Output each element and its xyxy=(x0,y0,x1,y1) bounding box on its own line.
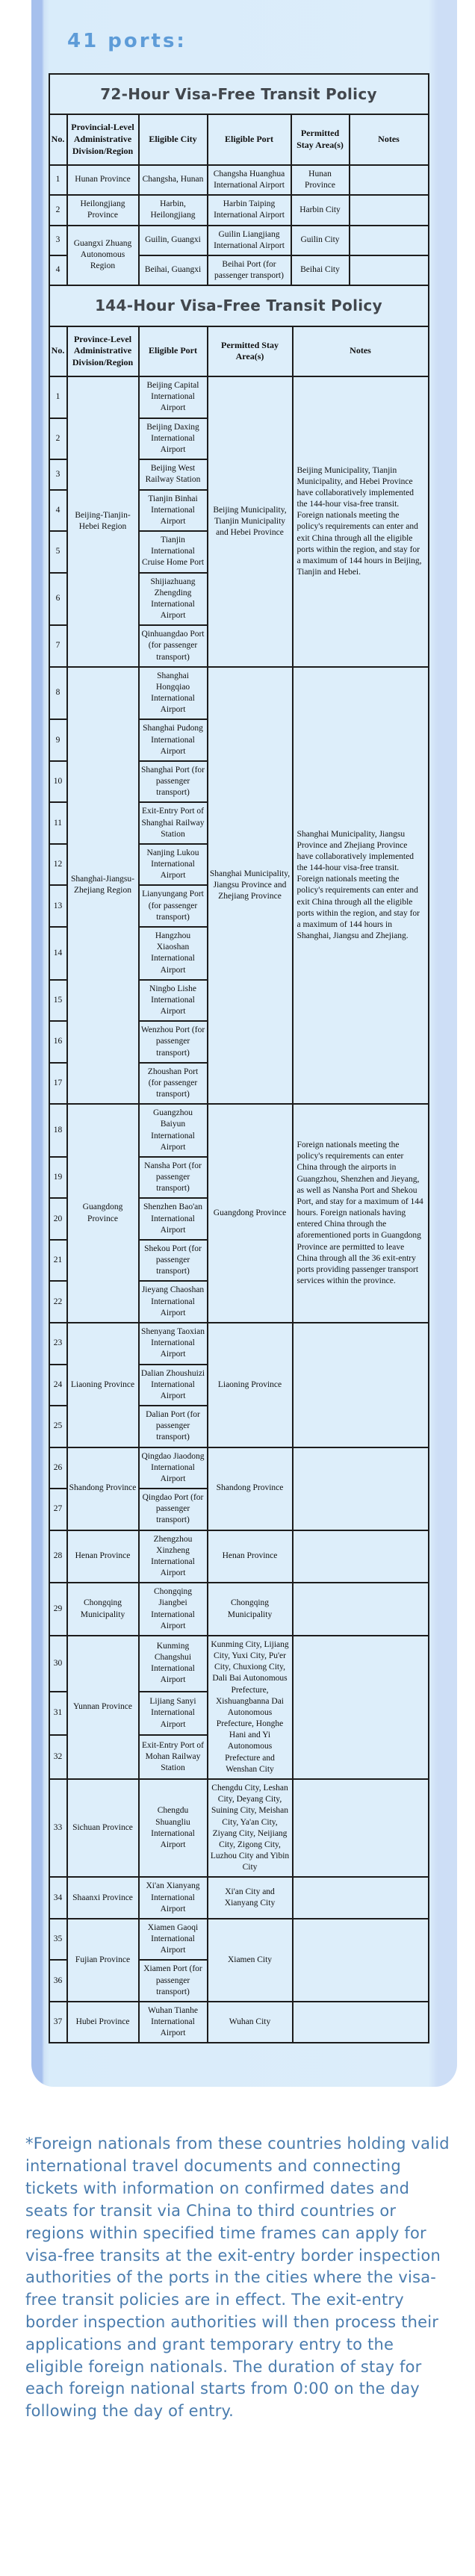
cell-no: 22 xyxy=(49,1281,67,1323)
cell-notes xyxy=(293,2002,429,2043)
cell-notes: Foreign nationals meeting the policy's requirements can enter China through the airports in Guangzhou, Shenzhen and Jieyang, as well as Nansha Port and Shekou Port, and stay for a maximum of 144 hours. Foreign nationals having entered China through the aforementioned ports in Guangdong Province are permitted to leave China through all the 36 exit-entry ports providing passenger transport services within the province. xyxy=(293,1104,429,1323)
cell-port: Lianyungang Port (for passenger transport) xyxy=(139,885,208,927)
cell-port: Chengdu Shuangliu International Airport xyxy=(139,1779,208,1877)
cell-notes xyxy=(293,1583,429,1636)
cell-stay: Chongqing Municipality xyxy=(208,1583,293,1636)
footnote-paragraph: *Foreign nationals from these countries holding valid international travel documents and connecting tickets with information on confirmed dates and seats for transit via China to third countries or regions within specified time frames can apply for visa-free transits at the exit-entry border inspection authorities of the ports in the cities where the visa-free transit policies are in effect. The exit-entry border inspection authorities will then process their applications and grant temporary entry to the eligible foreign nationals. The duration of stay for each foreign national starts from 0:00 on the day following the day of entry. xyxy=(25,2135,450,2421)
cell-no: 4 xyxy=(49,255,67,285)
cell-port: Jieyang Chaoshan International Airport xyxy=(139,1281,208,1323)
ports-count-heading: 41 ports: xyxy=(67,30,187,52)
cell-no: 24 xyxy=(49,1365,67,1406)
cell-notes xyxy=(293,1447,429,1530)
cell-no: 13 xyxy=(49,885,67,927)
cell-port: Beijing Daxing International Airport xyxy=(139,418,208,460)
cell-stay: Xiamen City xyxy=(208,1919,293,2002)
cell-no: 33 xyxy=(49,1779,67,1877)
column-header-stay: Permitted Stay Area(s) xyxy=(291,114,350,164)
cell-port: Nansha Port (for passenger transport) xyxy=(139,1157,208,1199)
cell-port: Shanghai Port (for passenger transport) xyxy=(139,761,208,803)
cell-region: Chongqing Municipality xyxy=(67,1583,139,1636)
table-row xyxy=(49,1583,429,1636)
cell-notes xyxy=(293,1779,429,1877)
cell-port: Xiamen Port (for passenger transport) xyxy=(139,1960,208,2002)
table-row xyxy=(49,195,429,225)
cell-no: 32 xyxy=(49,1735,67,1779)
cell-notes xyxy=(293,1530,429,1583)
cell-no: 4 xyxy=(49,490,67,532)
cell-port: Dalian Zhoushuizi International Airport xyxy=(139,1365,208,1406)
cell-port: Ningbo Lishe International Airport xyxy=(139,980,208,1022)
cell-port: Nanjing Lukou International Airport xyxy=(139,844,208,886)
transit-table-72 xyxy=(49,73,429,286)
cell-notes xyxy=(350,165,429,195)
cell-port: Shanghai Pudong International Airport xyxy=(139,719,208,761)
cell-port: Beihai Port (for passenger transport) xyxy=(208,255,291,285)
cell-port: Harbin Taiping International Airport xyxy=(208,195,291,225)
table-144-title: 144-Hour Visa-Free Transit Policy xyxy=(49,285,429,326)
table-row xyxy=(49,1779,429,1877)
cell-port: Qingdao Jiaodong International Airport xyxy=(139,1447,208,1489)
table-144-header-row xyxy=(49,326,429,376)
table-row xyxy=(49,1323,429,1365)
cell-port: Qinhuangdao Port (for passenger transport) xyxy=(139,625,208,667)
cell-no: 30 xyxy=(49,1636,67,1692)
cell-no: 2 xyxy=(49,418,67,460)
cell-notes: Shanghai Municipality, Jiangsu Province and Zhejiang Province have collaboratively implemented the 144-hour visa-free transit. Foreign nationals meeting the policy's requirements can enter and exit China through all the eligible ports within the region, and stay for a maximum of 144 hours in Shanghai, Jiangsu and Zhejiang. xyxy=(293,667,429,1105)
cell-notes xyxy=(293,1323,429,1447)
cell-port: Chongqing Jiangbei International Airport xyxy=(139,1583,208,1636)
cell-region: Shanghai-Jiangsu-Zhejiang Region xyxy=(67,667,139,1105)
cell-port: Shijiazhuang Zhengding International Airport xyxy=(139,573,208,626)
cell-no: 15 xyxy=(49,980,67,1022)
column-header-region: Provincial-Level Administrative Division/Region xyxy=(67,114,139,164)
cell-no: 10 xyxy=(49,761,67,803)
cell-region: Guangdong Province xyxy=(67,1104,139,1323)
table-row xyxy=(49,1636,429,1692)
cell-no: 25 xyxy=(49,1406,67,1447)
table-72-title-row xyxy=(49,74,429,114)
cell-no: 29 xyxy=(49,1583,67,1636)
column-header-port: Eligible Port xyxy=(208,114,291,164)
cell-notes xyxy=(293,1636,429,1779)
column-header-no: No. xyxy=(49,114,67,164)
table-row xyxy=(49,1447,429,1489)
cell-region: Guangxi Zhuang Autonomous Region xyxy=(67,226,139,286)
transit-table-144 xyxy=(49,285,429,2043)
column-header-port: Eligible Port xyxy=(139,326,208,376)
cell-port: Shekou Port (for passenger transport) xyxy=(139,1240,208,1282)
cell-stay: Xi'an City and Xianyang City xyxy=(208,1877,293,1919)
cell-notes xyxy=(350,226,429,255)
table-row xyxy=(49,165,429,195)
cell-port: Kunming Changshui International Airport xyxy=(139,1636,208,1692)
cell-no: 1 xyxy=(49,165,67,195)
cell-port: Shenzhen Bao'an International Airport xyxy=(139,1198,208,1240)
cell-no: 36 xyxy=(49,1960,67,2002)
cell-notes xyxy=(350,195,429,225)
cell-port: Dalian Port (for passenger transport) xyxy=(139,1406,208,1447)
table-row xyxy=(49,1104,429,1157)
table-72-title: 72-Hour Visa-Free Transit Policy xyxy=(49,74,429,114)
cell-stay: Guilin City xyxy=(291,226,350,255)
cell-notes xyxy=(293,1877,429,1919)
cell-region: Shaanxi Province xyxy=(67,1877,139,1919)
cell-region: Hubei Province xyxy=(67,2002,139,2043)
cell-port: Xiamen Gaoqi International Airport xyxy=(139,1919,208,1961)
column-header-no: No. xyxy=(49,326,67,376)
cell-region: Beijing-Tianjin-Hebei Region xyxy=(67,376,139,667)
column-header-stay: Permitted Stay Area(s) xyxy=(208,326,293,376)
cell-stay: Beihai City xyxy=(291,255,350,285)
cell-no: 8 xyxy=(49,667,67,720)
cell-no: 1 xyxy=(49,376,67,418)
cell-no: 34 xyxy=(49,1877,67,1919)
cell-region: Henan Province xyxy=(67,1530,139,1583)
cell-stay: Henan Province xyxy=(208,1530,293,1583)
cell-no: 23 xyxy=(49,1323,67,1365)
cell-port: Tianjin Binhai International Airport xyxy=(139,490,208,532)
cell-port: Wuhan Tianhe International Airport xyxy=(139,2002,208,2043)
cell-stay: Hunan Province xyxy=(291,165,350,195)
cell-notes xyxy=(293,1919,429,2002)
cell-port: Tianjin International Cruise Home Port xyxy=(139,531,208,573)
cell-notes xyxy=(350,255,429,285)
cell-no: 27 xyxy=(49,1489,67,1530)
cell-no: 37 xyxy=(49,2002,67,2043)
cell-port: Beijing West Railway Station xyxy=(139,459,208,489)
table-row xyxy=(49,667,429,720)
table-row xyxy=(49,1919,429,1961)
column-header-region: Province-Level Administrative Division/Region xyxy=(67,326,139,376)
cell-no: 26 xyxy=(49,1447,67,1489)
column-header-city: Eligible City xyxy=(139,114,208,164)
cell-region: Heilongjiang Province xyxy=(67,195,139,225)
cell-port: Wenzhou Port (for passenger transport) xyxy=(139,1021,208,1063)
cell-region: Liaoning Province xyxy=(67,1323,139,1447)
cell-region: Yunnan Province xyxy=(67,1636,139,1779)
column-header-notes: Notes xyxy=(293,326,429,376)
cell-port: Guangzhou Baiyun International Airport xyxy=(139,1104,208,1157)
cell-stay: Wuhan City xyxy=(208,2002,293,2043)
cell-no: 7 xyxy=(49,625,67,667)
cell-region: Hunan Province xyxy=(67,165,139,195)
cell-no: 2 xyxy=(49,195,67,225)
content-card xyxy=(31,0,457,2087)
cell-city: Guilin, Guangxi xyxy=(139,226,208,255)
cell-no: 12 xyxy=(49,844,67,886)
table-row xyxy=(49,2002,429,2043)
cell-port: Zhengzhou Xinzheng International Airport xyxy=(139,1530,208,1583)
cell-stay: Harbin City xyxy=(291,195,350,225)
table-row xyxy=(49,1877,429,1919)
table-row xyxy=(49,376,429,418)
cell-region: Shandong Province xyxy=(67,1447,139,1530)
cell-region: Fujian Province xyxy=(67,1919,139,2002)
cell-stay: Liaoning Province xyxy=(208,1323,293,1447)
cell-no: 9 xyxy=(49,719,67,761)
table-72-header-row xyxy=(49,114,429,164)
cell-no: 16 xyxy=(49,1021,67,1063)
cell-port: Changsha Huanghua International Airport xyxy=(208,165,291,195)
cell-no: 3 xyxy=(49,226,67,255)
cell-port: Shenyang Taoxian International Airport xyxy=(139,1323,208,1365)
cell-no: 35 xyxy=(49,1919,67,1961)
cell-no: 3 xyxy=(49,459,67,489)
cell-no: 6 xyxy=(49,573,67,626)
cell-region: Sichuan Province xyxy=(67,1779,139,1877)
cell-port: Qingdao Port (for passenger transport) xyxy=(139,1489,208,1530)
cell-port: Exit-Entry Port of Mohan Railway Station xyxy=(139,1735,208,1779)
cell-notes: Beijing Municipality, Tianjin Municipality, and Hebei Province have collaboratively implemented the 144-hour visa-free transit. Foreign nationals meeting the policy's requirements can enter and exit China through all the eligible ports within the region, and stay for a maximum of 144 hours in Beijing, Tianjin and Hebei. xyxy=(293,376,429,667)
cell-stay: Shanghai Municipality, Jiangsu Province and Zhejiang Province xyxy=(208,667,293,1105)
card-content xyxy=(43,30,435,2043)
cell-no: 21 xyxy=(49,1240,67,1282)
cell-stay: Kunming City, Lijiang City, Yuxi City, Pu'er City, Chuxiong City, Dali Bai Autonomous Prefecture, Xishuangbanna Dai Autonomous Prefecture, Honghe Hani and Yi Autonomous Prefecture and Wenshan City xyxy=(208,1636,293,1779)
cell-no: 17 xyxy=(49,1063,67,1105)
cell-city: Beihai, Guangxi xyxy=(139,255,208,285)
cell-stay: Chengdu City, Leshan City, Deyang City, Suining City, Meishan City, Ya'an City, Ziyang City, Neijiang City, Zigong City, Luzhou City and Yibin City xyxy=(208,1779,293,1877)
cell-port: Zhoushan Port (for passenger transport) xyxy=(139,1063,208,1105)
cell-port: Hangzhou Xiaoshan International Airport xyxy=(139,927,208,980)
cell-port: Lijiang Sanyi International Airport xyxy=(139,1692,208,1736)
cell-stay: Beijing Municipality, Tianjin Municipality and Hebei Province xyxy=(208,376,293,667)
cell-port: Shanghai Hongqiao International Airport xyxy=(139,667,208,720)
cell-no: 28 xyxy=(49,1530,67,1583)
cell-port: Beijing Capital International Airport xyxy=(139,376,208,418)
cell-no: 20 xyxy=(49,1198,67,1240)
cell-no: 14 xyxy=(49,927,67,980)
cell-city: Changsha, Hunan xyxy=(139,165,208,195)
cell-no: 11 xyxy=(49,802,67,844)
cell-port: Guilin Liangjiang International Airport xyxy=(208,226,291,255)
cell-no: 18 xyxy=(49,1104,67,1157)
cell-city: Harbin, Heilongjiang xyxy=(139,195,208,225)
cell-no: 19 xyxy=(49,1157,67,1199)
column-header-notes: Notes xyxy=(350,114,429,164)
cell-no: 5 xyxy=(49,531,67,573)
table-row xyxy=(49,1530,429,1583)
table-row xyxy=(49,226,429,255)
cell-no: 31 xyxy=(49,1692,67,1736)
cell-stay: Guangdong Province xyxy=(208,1104,293,1323)
cell-port: Exit-Entry Port of Shanghai Railway Station xyxy=(139,802,208,844)
cell-port: Xi'an Xianyang International Airport xyxy=(139,1877,208,1919)
table-144-title-row xyxy=(49,285,429,326)
cell-stay: Shandong Province xyxy=(208,1447,293,1530)
